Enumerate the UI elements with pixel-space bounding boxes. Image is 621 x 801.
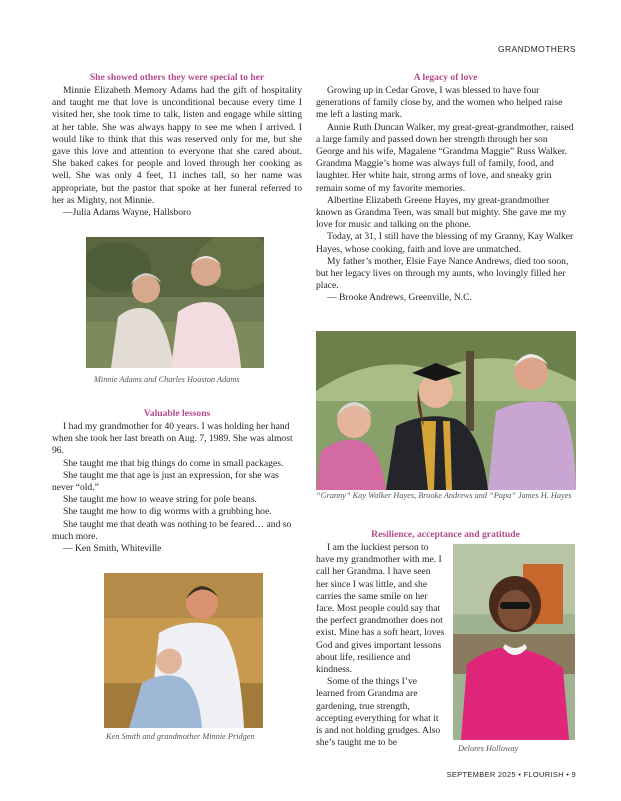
- story-paragraph: I had my grandmother for 40 years. I was holding her hand when she took her last breath on Aug. 7, 1989. She was almost 96.: [52, 421, 293, 457]
- story-paragraph: Growing up in Cedar Grove, I was blessed to have four generations of family close by, and the women who helped raise me left a lasting mark.: [316, 85, 563, 121]
- left-column-story2: [52, 407, 302, 555]
- story-body: Minnie Elizabeth Memory Adams had the gift of hospitality and taught me that love is unconditional because every time I visited her, she took time to talk, listen and engage while sitting at her table. She was always happy to see me when I arrived. I would like to think that this was reserved only for me, but she gave this love and attention to everyone that she cared about. She baked cakes for people and loved through her cooking as well. She was only 4 feet, 11 inches tall, so her name was appropriate, but the pastor that spoke at her funeral referred to her as Mighty, not Minnie.: [52, 85, 302, 206]
- story-paragraph: Some of the things I’ve learned from Grandma are gardening, true strength, accepting everything for what it is and not holding grudges. Also she’s taught me to be: [316, 676, 441, 749]
- photo-holloway-image: [453, 544, 575, 740]
- story-heading: A legacy of love: [413, 72, 478, 83]
- story-signature: — Brooke Andrews, Greenville, N.C.: [327, 292, 472, 304]
- story-signature: — Ken Smith, Whiteville: [63, 543, 162, 555]
- story-paragraph: She taught me that big things do come in small packages.: [63, 457, 284, 469]
- story-heading: Valuable lessons: [143, 408, 211, 419]
- story-heading: Resilience, acceptance and gratitude: [371, 529, 520, 540]
- story-paragraph: She taught me how to dig worms with a grubbing hoe.: [63, 506, 272, 518]
- story-paragraph: She taught me how to weave string for pole beans.: [63, 494, 257, 506]
- story-heading: She showed others they were special to her: [89, 72, 265, 83]
- story-paragraph: She taught me that death was nothing to be feared… and so much more.: [52, 518, 292, 542]
- story-paragraph: My father’s mother, Elsie Faye Nance Andrews, died too soon, but her legacy lives on through my aunts, who lovingly filled her place.: [316, 255, 569, 292]
- photo-caption: Ken Smith and grandmother Minnie Pridgen: [106, 732, 255, 741]
- story-signature: —Julia Adams Wayne, Hallsboro: [63, 207, 192, 219]
- right-column-story2: [316, 528, 575, 749]
- photo-caption: Delores Holloway: [458, 744, 519, 753]
- section-label: GRANDMOTHERS: [498, 44, 576, 54]
- story-paragraph: Annie Ruth Duncan Walker, my great-great-grandmother, raised a large family and passed down her strength through her son George and his wife, Magalene “Grandma Maggie” Russ Walker. Grandma Maggie’s home was always full of family, food, and laughter. Her white hair, strong arms of love, and sneaky grin remain some of my favorite memories.: [316, 121, 574, 194]
- story-paragraph: I am the luckiest person to have my grandmother with me. I call her Grandma. I have seen her since I was little, and she carries the same smile on her face. Most people could say that the perfect grandmother does not exist. Mine has a soft heart, loves God and gives important lessons about life, resilience and kindness.: [316, 542, 445, 676]
- right-column: [316, 71, 575, 305]
- left-column: [52, 71, 302, 219]
- story-paragraph: She taught me that age is just an expression, for she was never “old.”: [52, 469, 279, 494]
- photo-smith-image: [104, 573, 263, 728]
- photo-graduation: [316, 331, 576, 490]
- photo-graduation-image: [316, 331, 576, 490]
- photo-adams-image: [86, 237, 264, 368]
- photo-adams: [86, 237, 264, 368]
- story-paragraph: Albertine Elizabeth Greene Hayes, my great-grandmother known as Grandma Teen, was small but mighty. She gave me my love for music and talking on the phone.: [316, 194, 567, 231]
- story-paragraph: Today, at 31, I still have the blessing of my Granny, Kay Walker Hayes, whose cooking, faith and love are unmatched.: [316, 231, 574, 255]
- photo-caption: “Granny” Kay Walker Hayes, Brooke Andrews and “Papa” James H. Hayes: [316, 491, 572, 500]
- photo-caption: Minnie Adams and Charles Houston Adams: [94, 375, 240, 384]
- photo-smith: [104, 573, 263, 728]
- page-footer: SEPTEMBER 2025 • FLOURISH • 9: [446, 770, 576, 779]
- photo-holloway: [453, 544, 575, 740]
